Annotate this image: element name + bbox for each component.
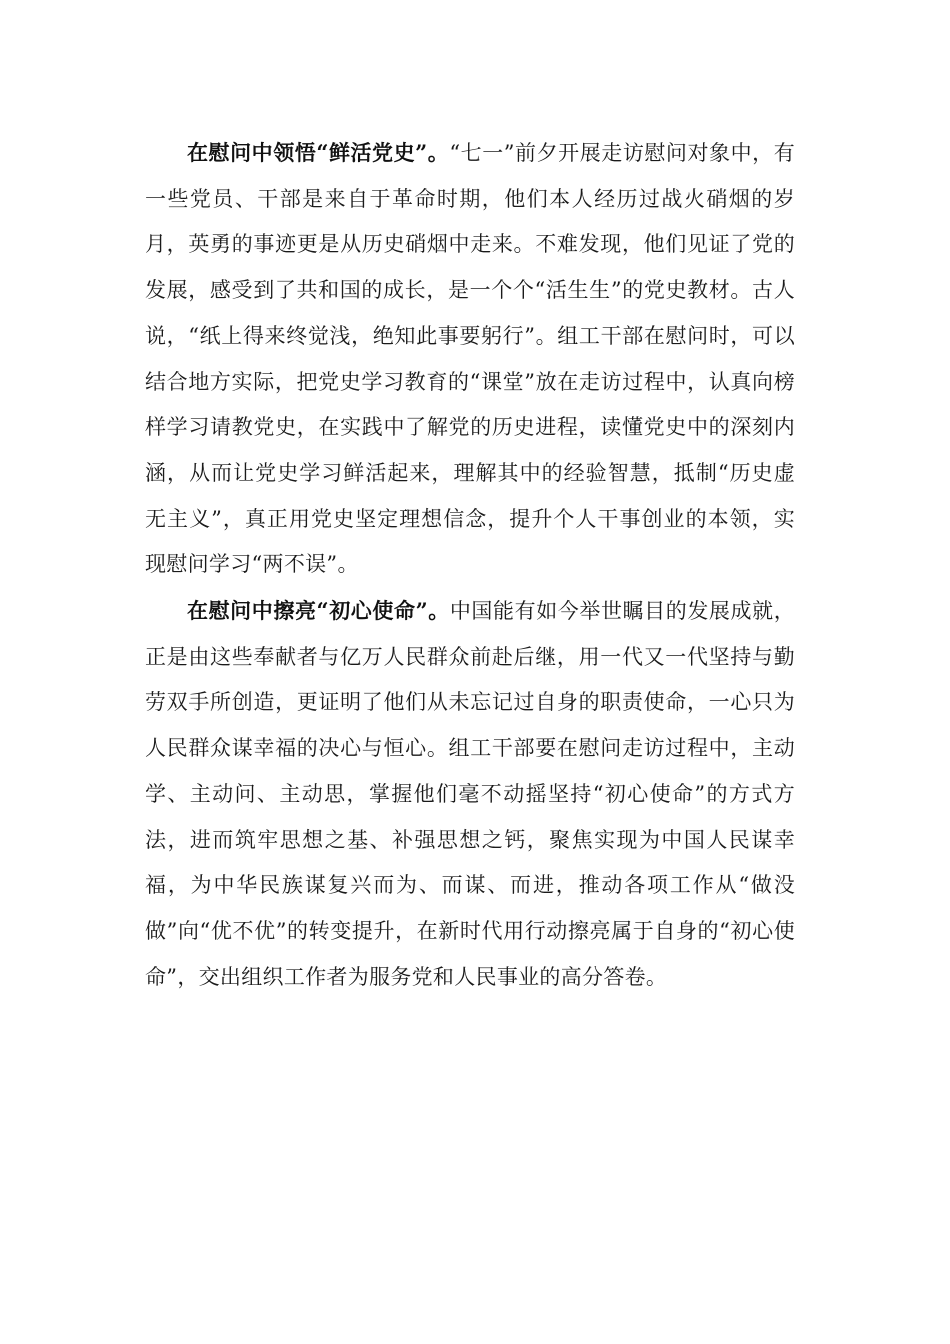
paragraph-party-history — [145, 130, 795, 588]
paragraph-text: “七一”前夕开展走访慰问对象中，有一些党员、干部是来自于革命时期，他们本人经历过战火硝烟的岁月，英勇的事迹更是从历史硝烟中走来。不难发现，他们见证了党的发展，感受到了共和国的成长，是一个个“活生生”的党史教材。古人说，“纸上得来终觉浅，绝知此事要躬行”。组工干部在慰问时，可以结合地方实际，把党史学习教育的“课堂”放在走访过程中，认真向榜样学习请教党史，在实践中了解党的历史进程，读懂党史中的深刻内涵，从而让党史学习鲜活起来，理解其中的经验智慧，抵制“历史虚无主义”，真正用党史坚定理想信念，提升个人干事创业的本领，实现慰问学习“两不误”。 — [145, 141, 795, 577]
paragraph-text: 中国能有如今举世瞩目的发展成就，正是由这些奉献者与亿万人民群众前赴后继，用一代又一代坚持与勤劳双手所创造，更证明了他们从未忘记过自身的职责使命，一心只为人民群众谋幸福的决心与恒心。组工干部要在慰问走访过程中，主动学、主动问、主动思，掌握他们毫不动摇坚持“初心使命”的方式方法，进而筑牢思想之基、补强思想之钙，聚焦实现为中国人民谋幸福，为中华民族谋复兴而为、而谋、而进，推动各项工作从“做没做”向“优不优”的转变提升，在新时代用行动擦亮属于自身的“初心使命”，交出组织工作者为服务党和人民事业的高分答卷。 — [145, 599, 795, 989]
paragraph-heading: 在慰问中领悟“鲜活党史”。 — [187, 140, 450, 165]
paragraph-original-mission — [145, 588, 795, 1000]
paragraph-heading: 在慰问中擦亮“初心使命”。 — [187, 598, 450, 624]
document-body — [145, 130, 795, 1000]
